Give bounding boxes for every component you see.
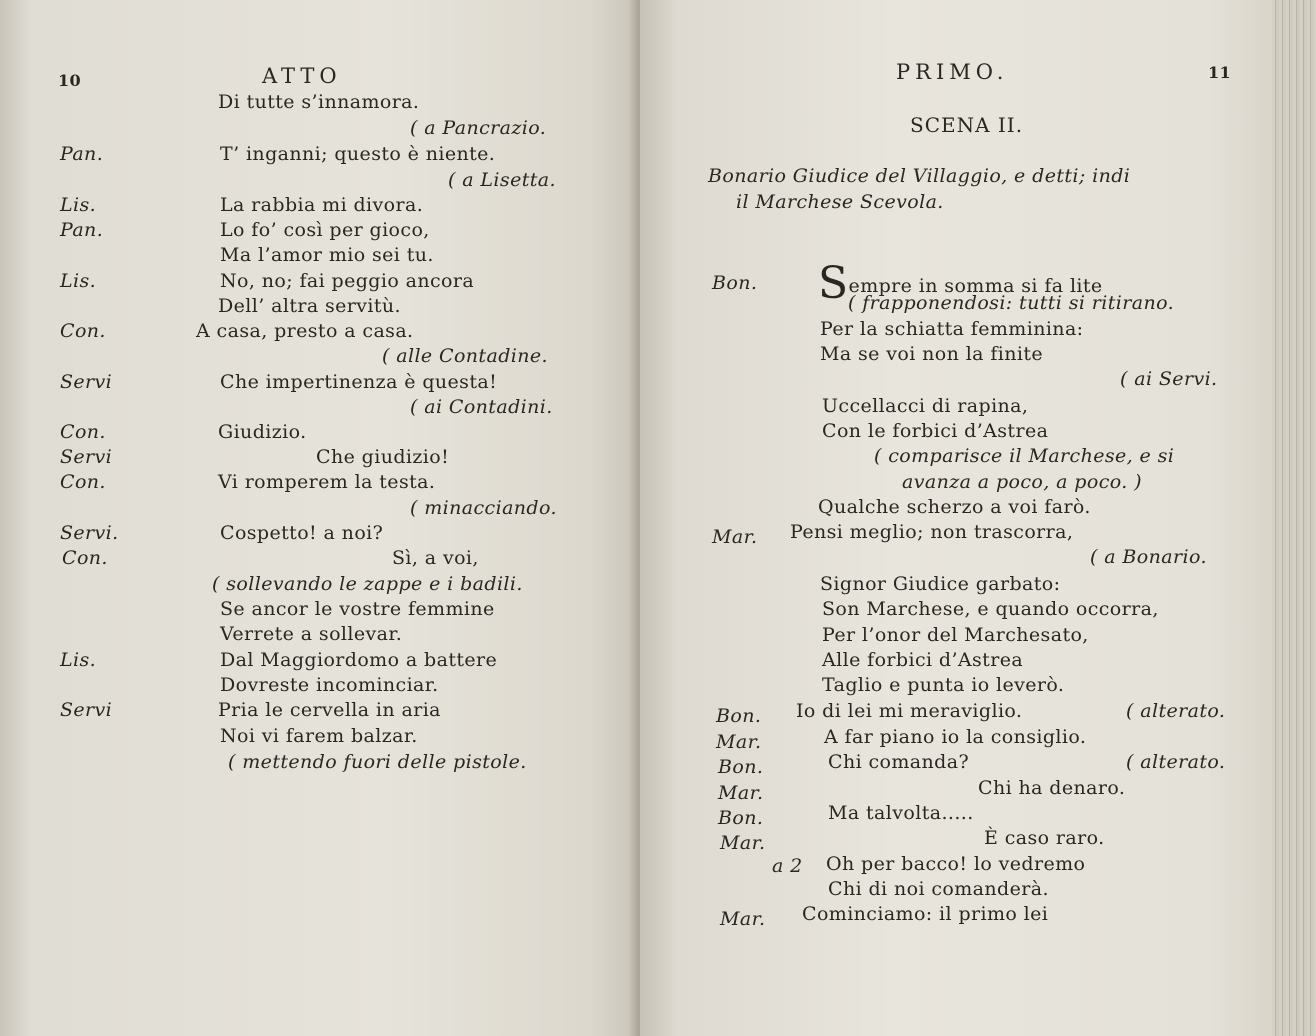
stage-direction: ( comparisce il Marchese, e si [874,445,1175,467]
verse-line: Ma se voi non la finite [820,343,1044,365]
scene-title: SCENA II. [910,113,1024,137]
verse-line: Chi ha denaro. [978,777,1126,799]
verse-line: Per la schiatta femminina: [820,318,1084,340]
speaker-label: Bon. [712,272,758,294]
verse-line: No, no; fai peggio ancora [220,270,475,292]
verse-line: Sì, a voi, [392,547,479,569]
verse-line: È caso raro. [984,827,1105,849]
running-head: ATTO [262,64,342,88]
stage-direction: ( minacciando. [410,497,557,519]
verse-line: Dal Maggiordomo a battere [220,649,498,671]
verse-line: Alle forbici d’Astrea [822,649,1024,671]
verse-line: Signor Giudice garbato: [820,573,1061,595]
stage-direction: ( a Lisetta. [448,169,556,191]
speaker-label: Mar. [720,832,766,854]
stage-direction: ( mettendo fuori delle pistole. [228,751,527,773]
stage-direction: ( ai Contadini. [410,396,553,418]
verse-line: Ma talvolta..... [828,802,974,824]
verse-line: Vi romperem la testa. [218,471,436,493]
stage-direction: ( a Pancrazio. [410,117,547,139]
verse-line: Pria le cervella in aria [218,699,441,721]
drop-cap: S [818,258,849,309]
verse-line: Cominciamo: il primo lei [802,903,1049,925]
verse-line: Uccellacci di rapina, [822,395,1029,417]
speaker-label: Servi [60,699,113,721]
speaker-label: Mar. [712,526,758,548]
verse-line: A far piano io la consiglio. [824,726,1087,748]
speaker-label: Con. [60,421,106,443]
stage-direction: ( ai Servi. [1120,368,1218,390]
stage-direction: Bonario Giudice del Villaggio, e detti; indi [708,165,1131,187]
verse-line: Per l’onor del Marchesato, [822,624,1089,646]
speaker-label: Lis. [60,270,97,292]
speaker-label: Mar. [718,782,764,804]
page-edges [1272,0,1316,1036]
stage-direction: ( frapponendosi: tutti si ritirano. [848,292,1175,314]
speaker-label: Servi. [60,522,119,544]
verse-line: Chi di noi comanderà. [828,878,1049,900]
stage-direction: ( a Bonario. [1090,546,1207,568]
verse-line: A casa, presto a casa. [196,320,414,342]
speaker-label: Pan. [60,219,104,241]
verse-line: Io di lei mi meraviglio. [796,700,1023,722]
verse-line: Ma l’amor mio sei tu. [220,244,434,266]
running-head: PRIMO. [896,60,1009,84]
page-number: 10 [58,71,82,90]
speaker-label: Pan. [60,143,104,165]
speaker-label: Mar. [720,908,766,930]
verse-line: Dovreste incominciar. [220,674,439,696]
verse-line: Lo fo’ così per gioco, [220,219,430,241]
speaker-label: Servi [60,446,113,468]
speaker-label: Lis. [60,649,97,671]
verse-line: Con le forbici d’Astrea [822,420,1049,442]
verse-line: T’ inganni; questo è niente. [220,143,496,165]
speaker-label: Con. [60,471,106,493]
speaker-label: Con. [60,320,106,342]
verse-line: Giudizio. [218,421,307,443]
verse-line: Chi comanda? [828,751,970,773]
verse-line: Oh per bacco! lo vedremo [826,853,1086,875]
verse-line: Verrete a sollevar. [220,623,403,645]
verse-line: Pensi meglio; non trascorra, [790,521,1074,543]
verse-line: Noi vi farem balzar. [220,725,418,747]
speaker-label: a 2 [772,855,803,877]
speaker-label: Servi [60,371,113,393]
stage-direction: ( alterato. [1126,700,1226,722]
speaker-label: Mar. [716,731,762,753]
stage-direction: ( alle Contadine. [382,345,548,367]
verse-line: Qualche scherzo a voi farò. [818,496,1091,518]
verse-line: Cospetto! a noi? [220,522,384,544]
page-number: 11 [1208,63,1232,82]
verse-line: Taglio e punta io leverò. [822,674,1065,696]
speaker-label: Bon. [716,705,762,727]
verse-line: Di tutte s’innamora. [218,91,420,113]
stage-direction: il Marchese Scevola. [736,191,944,213]
right-page [640,0,1272,1036]
left-page [0,0,640,1036]
stage-direction: ( sollevando le zappe e i badili. [212,573,523,595]
verse-line: Se ancor le vostre femmine [220,598,495,620]
verse-line: Che impertinenza è questa! [220,371,498,393]
verse-line: La rabbia mi divora. [220,194,424,216]
verse-line: Dell’ altra servitù. [218,295,401,317]
speaker-label: Con. [62,547,108,569]
speaker-label: Bon. [718,756,764,778]
speaker-label: Bon. [718,807,764,829]
stage-direction: ( alterato. [1126,751,1226,773]
stage-direction: avanza a poco, a poco. ) [902,471,1142,493]
verse-line-rest: empre in somma si fa lite [848,275,1103,297]
speaker-label: Lis. [60,194,97,216]
verse-line: Son Marchese, e quando occorra, [822,598,1159,620]
verse-line: Che giudizio! [316,446,450,468]
